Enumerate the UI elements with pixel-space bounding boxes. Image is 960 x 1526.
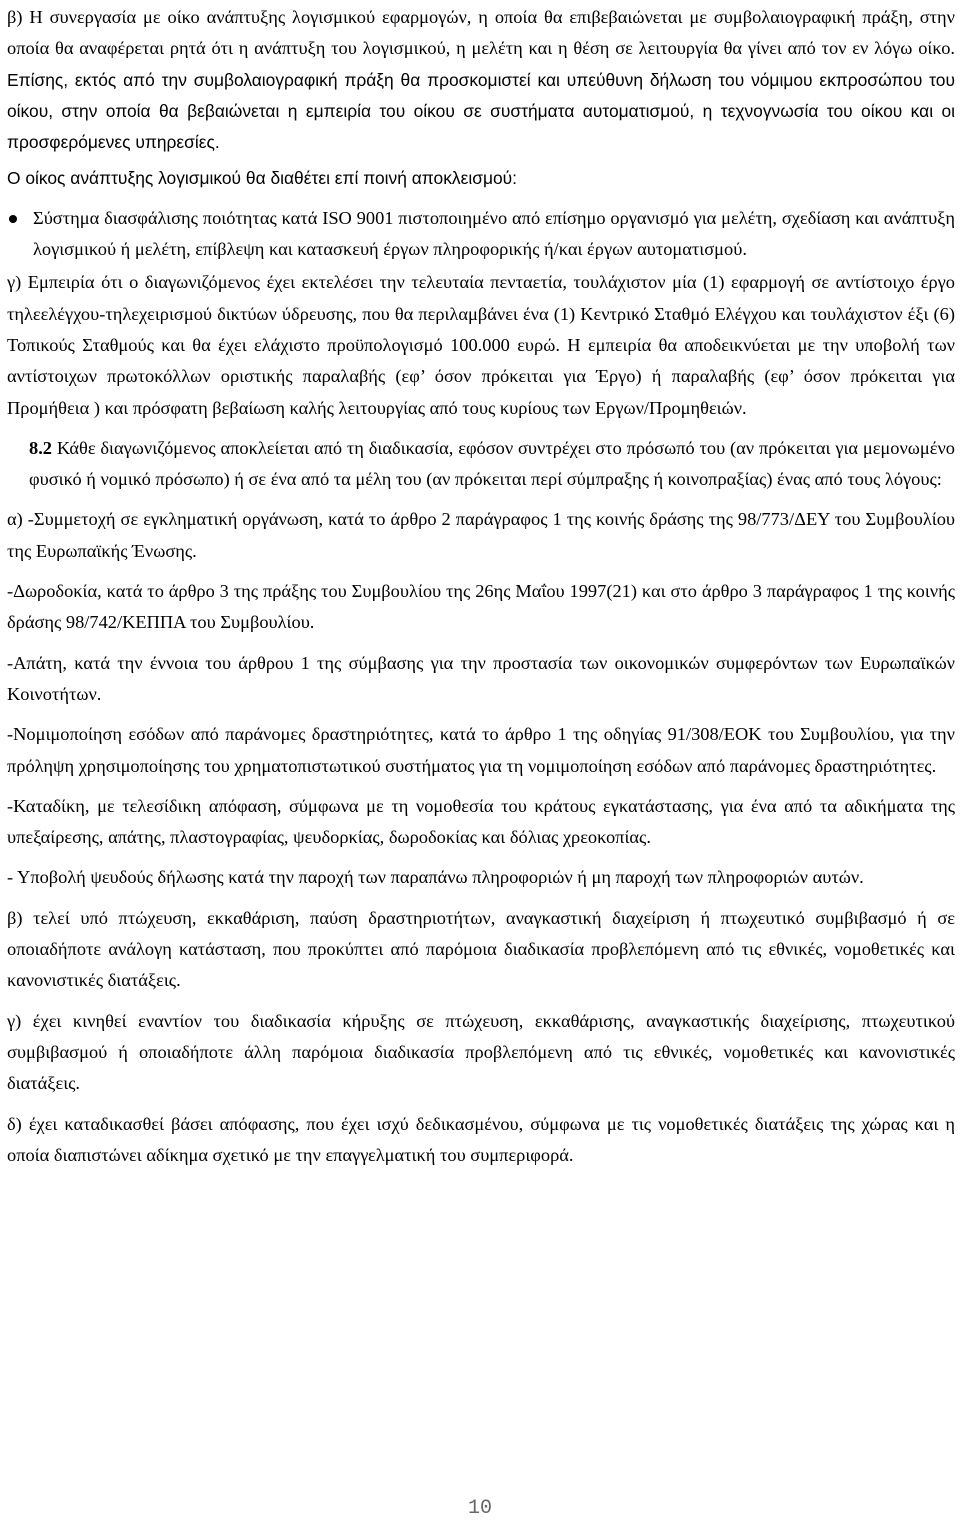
section-number: 8.2 (29, 437, 52, 458)
list-item-iso-text: Σύστημα διασφάλισης ποιότητας κατά ISO 9001 πιστοποιημένο από επίσημο οργανισμό για μελέτη, σχεδίαση και ανάπτυξη λογισμικού ή μελέτη, επίβλεψη και κατασκευή έργων πληροφορικής ή/και έργων αυτοματισμού. (33, 207, 955, 260)
section-8-2-text: Κάθε διαγωνιζόμενος αποκλείεται από τη διαδικασία, εφόσον συντρέχει στο πρόσωπό του (αν πρόκειται για μεμονωμένο φυσικό ή νομικό πρόσωπο) ή σε ένα από τα μέλη του (αν πρόκειται περί σύμπραξης ή κοινοπραξίας) ένας από τους λόγους: (29, 437, 955, 490)
paragraph-bribery: -Δωροδοκία, κατά το άρθρο 3 της πράξης του Συμβουλίου της 26ης Μαΐου 1997(21) και στο άρθρο 3 παράγραφος 1 της κοινής δράσης 98/742/ΚΕΠΠΑ του Συμβουλίου. (7, 581, 955, 633)
paragraph-money-laundering: -Νομιμοποίηση εσόδων από παράνομες δραστηριότητες, κατά το άρθρο 1 της οδηγίας 91/308/ΕΟΚ του Συμβουλίου, για την πρόληψη χρησιμοποίησης του χρηματοπιστωτικού συστήματος για τη νομιμοποίηση εσόδων από παράνομες δραστηριότητες. (7, 724, 955, 776)
paragraph-g-proof: Η εμπειρία θα αποδεικνύεται με την υποβολή των αντίστοιχων πρωτοκόλλων οριστικής παραλαβής (εφ’ όσον πρόκειται για Έργο) ή παραλαβής (εφ’ όσον πρόκειται για Προμήθεια ) και πρόσφατη βεβαίωση καλής λειτουργίας από τους κυρίους των Εργων/Προμηθειών. (7, 334, 955, 418)
paragraph-b-text: β) Η συνεργασία με οίκο ανάπτυξης λογισμικού εφαρμογών, η οποία θα επιβεβαιώνεται με συμβολαιογραφική πράξη, στην οποία θα αναφέρεται ρητά ότι η ανάπτυξη του λογισμικού, η μελέτη και η θέση σε λειτουργία θα γίνει από τον εν λόγω οίκο. (7, 7, 955, 59)
paragraph-conviction: -Καταδίκη, με τελεσίδικη απόφαση, σύμφωνα με τη νομοθεσία του κράτους εγκατάστασης, για ένα από τα αδικήματα της υπεξαίρεσης, απάτης, πλαστογραφίας, ψευδορκίας, δωροδοκίας και δόλιας χρεοκοπίας. (7, 795, 955, 848)
document-page (7, 2, 955, 1180)
paragraph-a-criminal-org: α) -Συμμετοχή σε εγκληματική οργάνωση, κατά το άρθρο 2 παράγραφος 1 της κοινής δράσης της 98/773/ΔΕΥ του Συμβουλίου της Ευρωπαϊκής Ένωσης. (7, 509, 955, 561)
paragraph-d-convicted: δ) έχει καταδικασθεί βάσει απόφασης, που έχει ισχύ δεδικασμένου, σύμφωνα με τις νομοθετικές διατάξεις της χώρας και η οποία διαπιστώνει αδίκημα σχετικό με την επαγγελματική του συμπεριφορά. (7, 1113, 955, 1165)
page-number: 10 (467, 1497, 492, 1520)
paragraph-false-declaration: - Υποβολή ψευδούς δήλωσης κατά την παροχή των παραπάνω πληροφοριών ή μη παροχή των πληροφοριών αυτών. (7, 867, 864, 888)
paragraph-g-proceedings: γ) έχει κινηθεί εναντίον του διαδικασία κήρυξης σε πτώχευση, εκκαθάρισης, αναγκαστικής διαχείρισης, πτωχευτικού συμβιβασμού ή οποιαδήποτε άλλη παρόμοια διαδικασία προβλεπόμενη από τις εθνικές, νομοθετικές και κανονιστικές διατάξεις. (7, 1010, 955, 1094)
paragraph-b-bankruptcy: β) τελεί υπό πτώχευση, εκκαθάριση, παύση δραστηριοτήτων, αναγκαστική διαχείριση ή πτωχευτικό συμβιβασμό ή σε οποιαδήποτε ανάλογη κατάσταση, που προκύπτει από παρόμοια διαδικασία προβλεπόμενη από τις εθνικές, νομοθετικές και κανονιστικές διατάξεις. (7, 907, 955, 991)
paragraph-g-text: γ) Εμπειρία ότι ο διαγωνιζόμενος έχει εκτελέσει την τελευταία πενταετία, τουλάχιστον μία (1) εφαρμογή σε αντίστοιχο έργο τηλεελέγχου-τηλεχειρισμού δικτύων ύδρευσης, που θα περιλαμβάνει ένα (1) Κεντρικό Σταθμό Ελέγχου και τουλάχιστον έξι (6) Τοπικούς Σταθμούς και θα έχει ελάχιστο προϋπολογισμό 100.000 ευρώ. (7, 272, 955, 355)
paragraph-b-declaration: Επίσης, εκτός από την συμβολαιογραφική πράξη θα προσκομιστεί και υπεύθυνη δήλωση του νόμιμου εκπροσώπου του οίκου, στην οποία θα βεβαιώνεται η εμπειρία του οίκου σε συστήματα αυτοματισμού, η τεχνογνωσία του οίκου και οι προσφερόμενες υπηρεσίες. (7, 69, 955, 153)
section-8-2 (7, 433, 955, 496)
paragraph-software-house: Ο οίκος ανάπτυξης λογισμικού θα διαθέτει επί ποινή αποκλεισμού: (7, 168, 517, 189)
bullet-icon (9, 215, 17, 223)
paragraph-b-cooperation (7, 2, 955, 158)
paragraph-fraud: -Απάτη, κατά την έννοια του άρθρου 1 της σύμβασης για την προστασία των οικονομικών συμφερόντων των Ευρωπαϊκών Κοινοτήτων. (7, 652, 955, 704)
list-item-iso (7, 203, 955, 266)
paragraph-g-experience (7, 267, 955, 423)
